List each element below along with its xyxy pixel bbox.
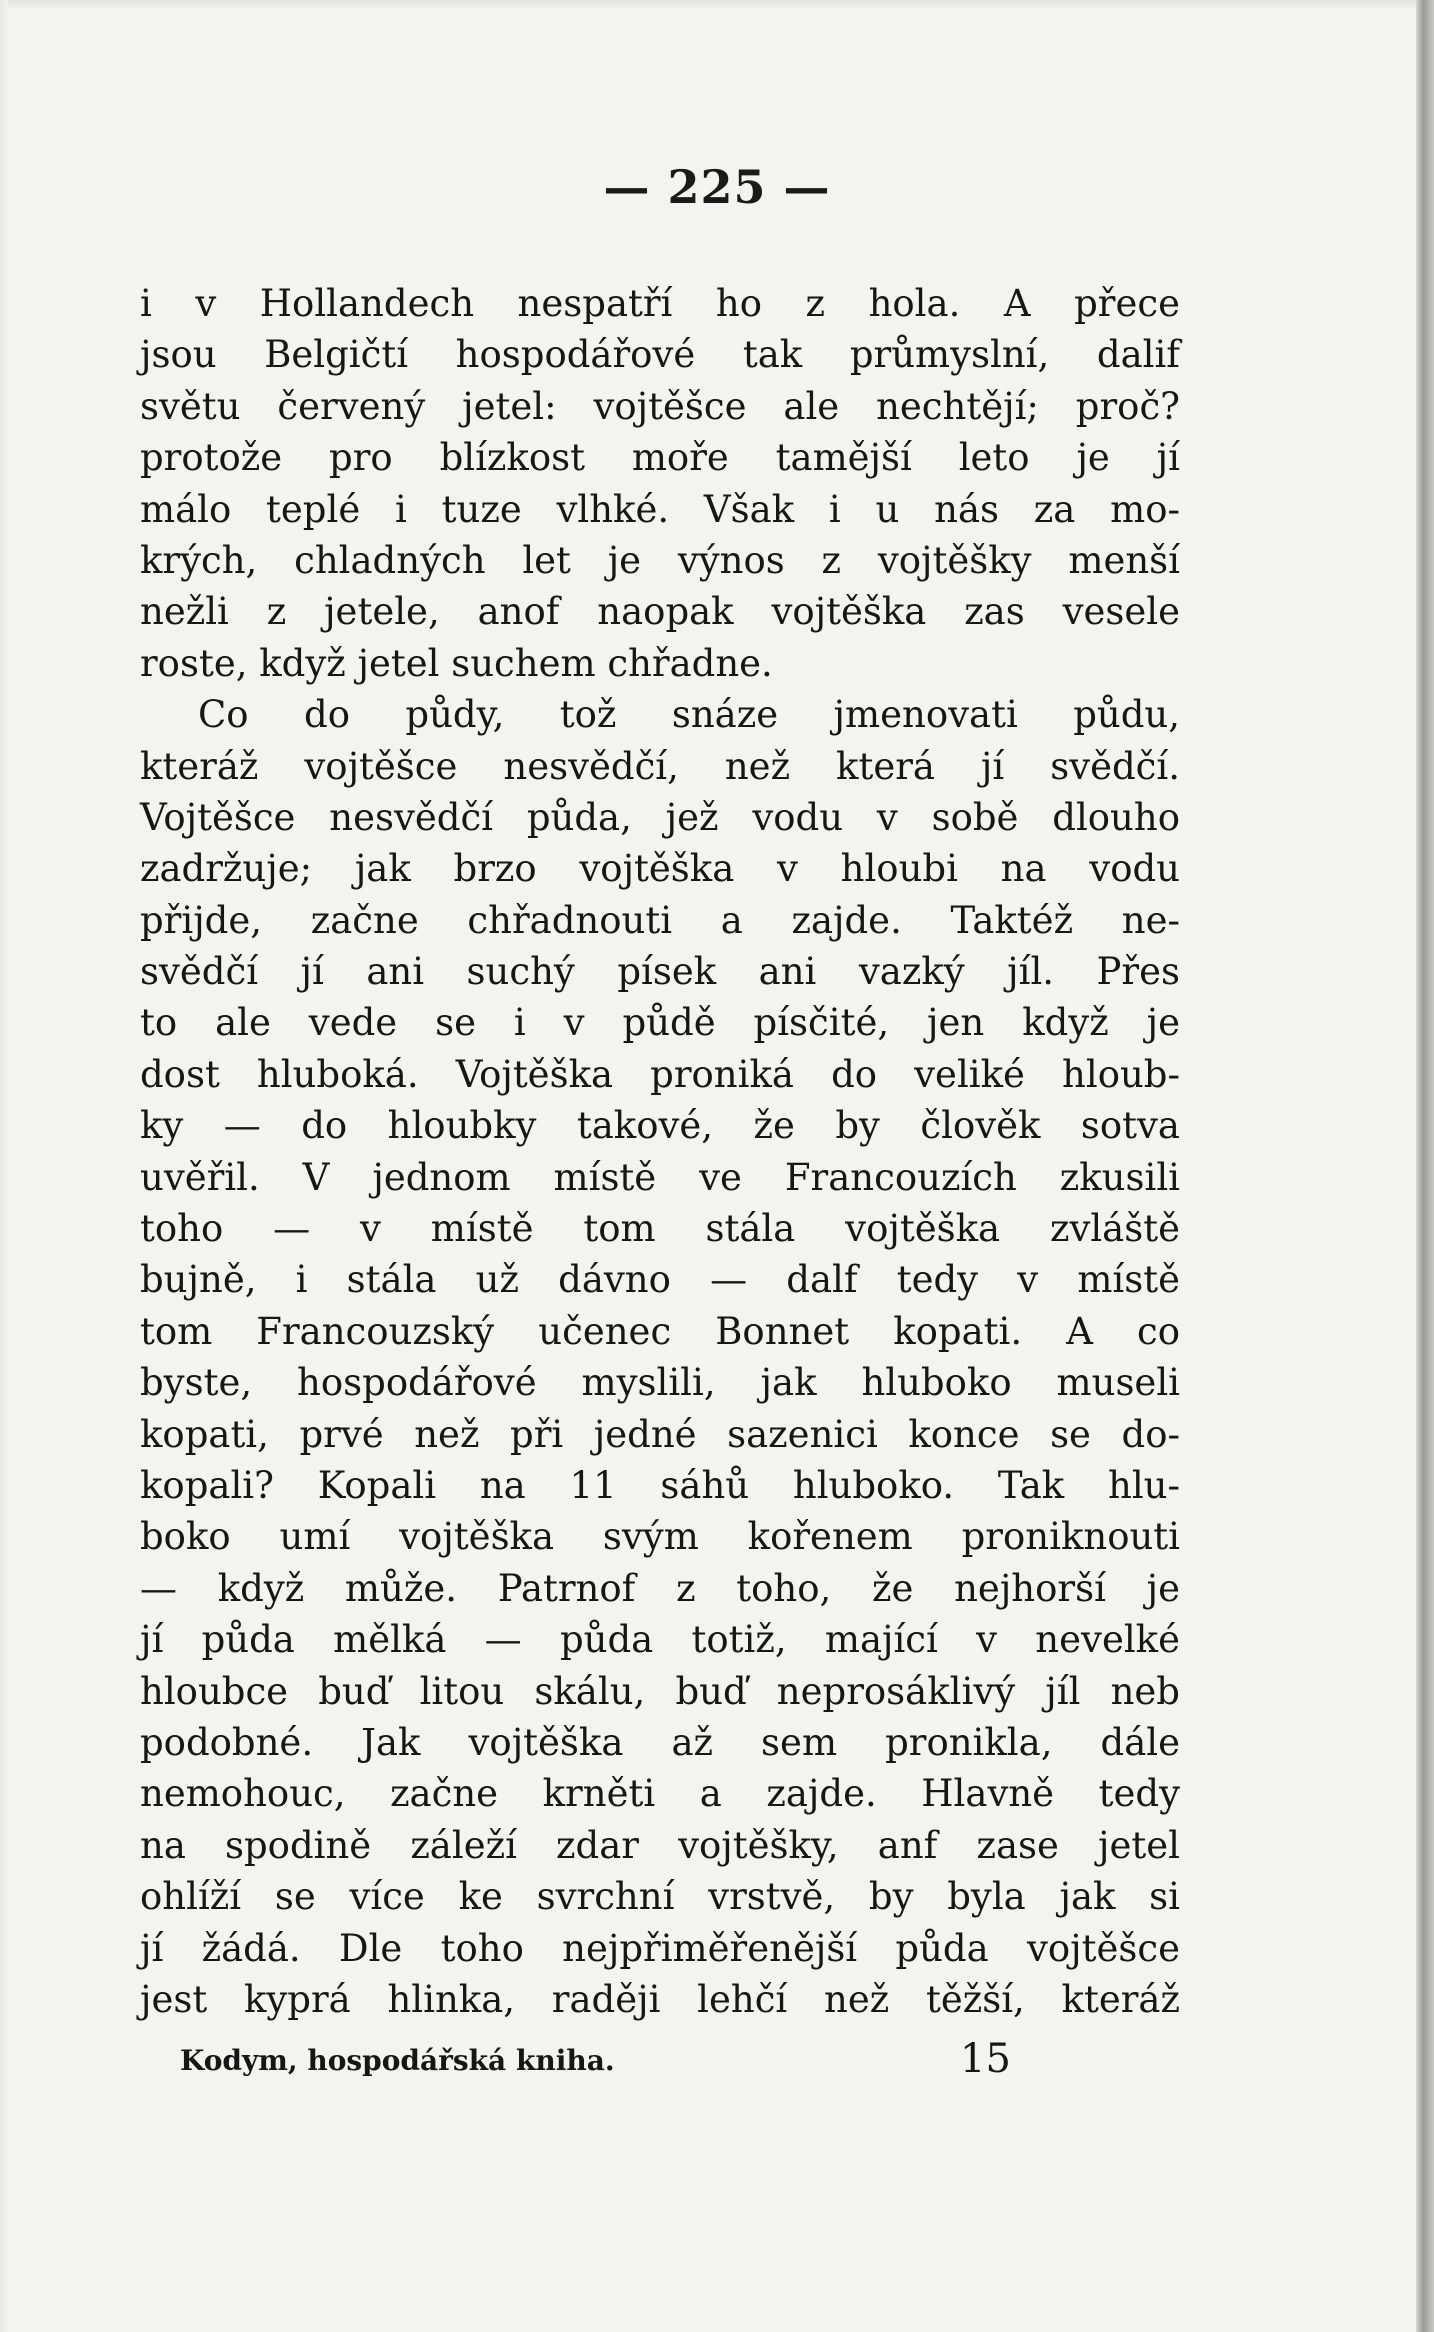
text-line: kopali? Kopali na 11 sáhů hluboko. Tak hlu-	[140, 1463, 1180, 1507]
text-line: roste, když jetel suchem chřadne.	[140, 641, 773, 685]
text-line: přijde, začne chřadnouti a zajde. Taktéž ne-	[140, 898, 1180, 942]
text-line: kteráž vojtěšce nesvědčí, než která jí svědčí.	[140, 744, 1180, 788]
text-line: jest kyprá hlinka, raději lehčí než těžší, kteráž	[140, 1977, 1180, 2021]
text-line: nemohouc, začne krněti a zajde. Hlavně tedy	[140, 1772, 1180, 1816]
text-line: protože pro blízkost moře tamější leto je jí	[140, 436, 1180, 480]
text-line: toho — v místě tom stála vojtěška zvláště	[140, 1207, 1180, 1251]
sheet-number: 15	[960, 2036, 1011, 2082]
text-line: hloubce buď litou skálu, buď neprosáklivý jíl neb	[140, 1669, 1180, 1713]
text-line: jsou Belgičtí hospodářové tak průmyslní, dalif	[140, 333, 1180, 377]
text-line: boko umí vojtěška svým kořenem proniknouti	[140, 1515, 1180, 1559]
text-line: Vojtěšce nesvědčí půda, jež vodu v sobě dlouho	[140, 795, 1180, 839]
text-line: — když může. Patrnof z toho, že nejhorší je	[140, 1566, 1180, 1610]
text-line: kopati, prvé než při jedné sazenici konce se do-	[140, 1412, 1180, 1456]
text-line: zadržuje; jak brzo vojtěška v hloubi na vodu	[140, 847, 1180, 891]
page-left-edge	[0, 0, 8, 2332]
page-number-header: — 225 —	[603, 160, 831, 214]
body-text	[140, 278, 1180, 2025]
text-line: podobné. Jak vojtěška až sem pronikla, dále	[140, 1720, 1180, 1764]
page-top-edge	[0, 0, 1434, 10]
page-footer	[140, 2036, 1180, 2086]
page-right-edge	[1416, 0, 1434, 2332]
text-line: málo teplé i tuze vlhké. Však i u nás za mo-	[140, 487, 1180, 531]
text-line: nežli z jetele, anof naopak vojtěška zas vesele	[140, 590, 1180, 634]
text-line: byste, hospodářové myslili, jak hluboko museli	[140, 1361, 1180, 1405]
text-line: tom Francouzský učenec Bonnet kopati. A co	[140, 1309, 1180, 1353]
text-line: bujně, i stála už dávno — dalf tedy v místě	[140, 1258, 1180, 1302]
text-line: jí půda mělká — půda totiž, mající v nevelké	[140, 1618, 1180, 1662]
text-line: ohlíží se více ke svrchní vrstvě, by byla jak si	[140, 1875, 1180, 1919]
text-line: krých, chladných let je výnos z vojtěšky menší	[140, 538, 1180, 582]
text-line: dost hluboká. Vojtěška proniká do veliké hloub-	[140, 1052, 1180, 1096]
text-line: světu červený jetel: vojtěšce ale nechtějí; proč?	[140, 384, 1180, 428]
text-line: uvěřil. V jednom místě ve Francouzích zkusili	[140, 1155, 1180, 1199]
text-line: svědčí jí ani suchý písek ani vazký jíl. Přes	[140, 950, 1180, 994]
signature-mark: Kodym, hospodářská kniha.	[180, 2044, 615, 2077]
text-line: i v Hollandech nespatří ho z hola. A přece	[140, 282, 1180, 325]
text-line: jí žádá. Dle toho nejpřiměřenější půda vojtěšce	[140, 1926, 1180, 1970]
text-line: to ale vede se i v půdě písčité, jen když je	[140, 1001, 1180, 1045]
text-line: ky — do hloubky takové, že by člověk sotva	[140, 1104, 1180, 1148]
text-line: Co do půdy, tož snáze jmenovati půdu,	[198, 693, 1180, 737]
text-line: na spodině záleží zdar vojtěšky, anf zase jetel	[140, 1823, 1180, 1867]
